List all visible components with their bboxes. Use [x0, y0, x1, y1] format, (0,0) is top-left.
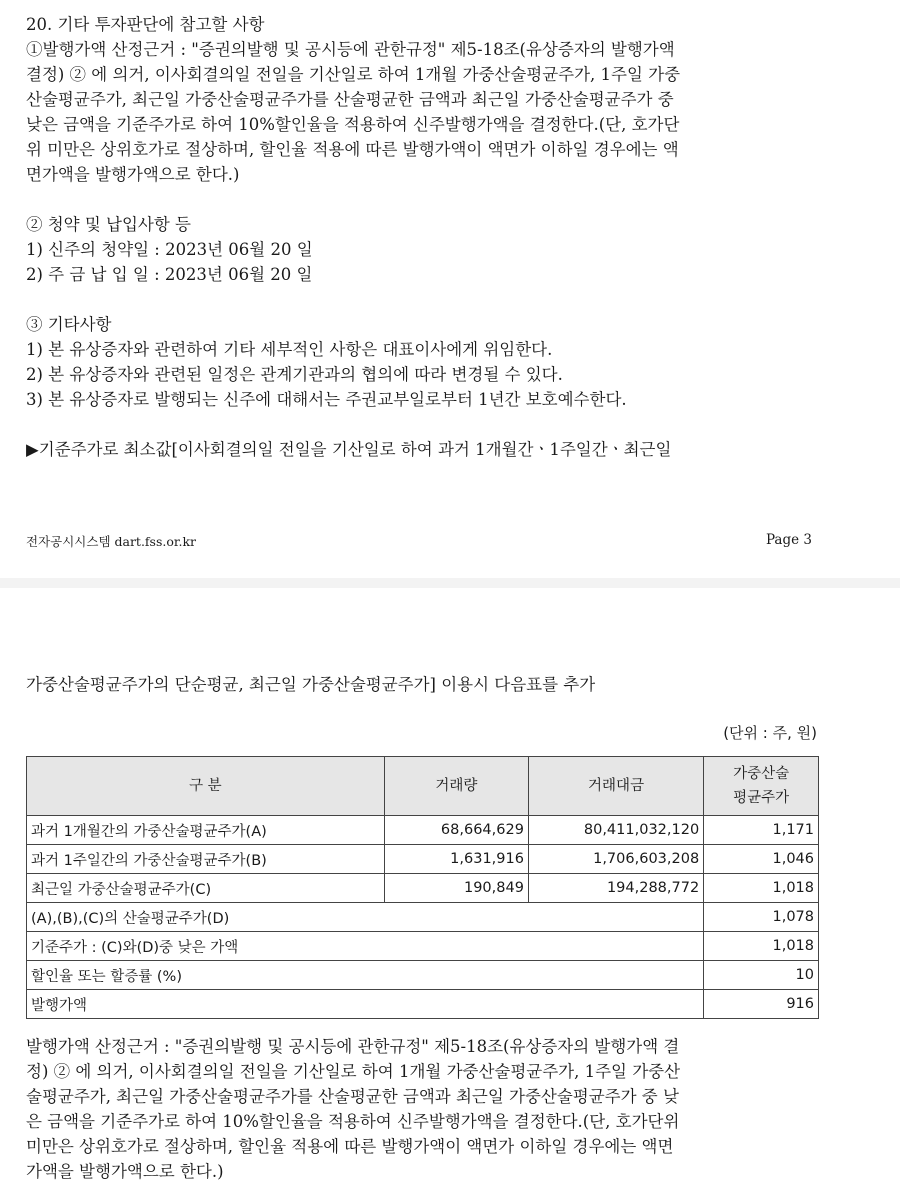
- pricing-basis-repeat: [26, 1034, 816, 1184]
- price-table: [26, 756, 819, 1019]
- summary-label: 할인율 또는 할증률 (%): [27, 961, 704, 990]
- header-avg-price: 가중산술 평균주가: [704, 757, 819, 816]
- pricing-basis-line: 면가액을 발행가액으로 한다.): [26, 165, 240, 184]
- summary-row: [27, 990, 819, 1019]
- section-title: 20. 기타 투자판단에 참고할 사항: [26, 15, 265, 34]
- other-title: ③ 기타사항: [26, 315, 112, 334]
- summary-label: (A),(B),(C)의 산술평균주가(D): [27, 903, 704, 932]
- page3-body: [26, 12, 816, 462]
- pricing-basis-line: ①발행가액 산정근거 : "증권의발행 및 공시등에 관한규정" 제5-18조(유상증자의 발행가액: [26, 40, 675, 59]
- pricing-basis-line: 가액을 발행가액으로 한다.): [26, 1162, 224, 1181]
- summary-label: 발행가액: [27, 990, 704, 1019]
- pricing-basis-line: 위 미만은 상위호가로 절상하며, 할인율 적용에 따른 발행가액이 액면가 이하일 경우에는 액: [26, 140, 679, 159]
- summary-value: 916: [704, 990, 819, 1019]
- unit-label: (단위 : 주, 원): [723, 724, 817, 742]
- row-amount: 1,706,603,208: [528, 845, 703, 874]
- pricing-basis-line: 결정) ② 에 의거, 이사회결의일 전일을 기산일로 하여 1개월 가중산술평균주가, 1주일 가중: [26, 65, 681, 84]
- other-item: 1) 본 유상증자와 관련하여 기타 세부적인 사항은 대표이사에게 위임한다.: [26, 340, 553, 359]
- page-separator: [0, 578, 900, 588]
- note-continuation: 가중산술평균주가의 단순평균, 최근일 가중산술평균주가] 이용시 다음표를 추가: [26, 675, 596, 694]
- summary-label: 기준주가 : (C)와(D)중 낮은 가액: [27, 932, 704, 961]
- note-line: ▶기준주가로 최소값[이사회결의일 전일을 기산일로 하여 과거 1개월간ㆍ1주일간ㆍ최근일: [26, 440, 672, 459]
- summary-value: 1,018: [704, 932, 819, 961]
- pricing-basis-line: 은 금액을 기준주가로 하여 10%할인율을 적용하여 신주발행가액을 결정한다.(단, 호가단위: [26, 1112, 680, 1131]
- summary-value: 10: [704, 961, 819, 990]
- table-header-row: [27, 757, 819, 816]
- footer-page-number: Page 3: [765, 532, 812, 548]
- subscription-title: ② 청약 및 납입사항 등: [26, 215, 191, 234]
- row-price: 1,046: [704, 845, 819, 874]
- document-page-4: [0, 588, 900, 1193]
- summary-row: [27, 932, 819, 961]
- summary-row: [27, 903, 819, 932]
- pricing-basis-line: 술평균주가, 최근일 가중산술평균주가를 산술평균한 금액과 최근일 가중산술평균주가 중 낮: [26, 1087, 679, 1106]
- row-amount: 80,411,032,120: [528, 816, 703, 845]
- other-item: 2) 본 유상증자와 관련된 일정은 관계기관과의 협의에 따라 변경될 수 있다.: [26, 365, 563, 384]
- row-price: 1,018: [704, 874, 819, 903]
- row-label: 과거 1주일간의 가중산술평균주가(B): [27, 845, 385, 874]
- summary-value: 1,078: [704, 903, 819, 932]
- pricing-basis-line: 발행가액 산정근거 : "증권의발행 및 공시등에 관한규정" 제5-18조(유상증자의 발행가액 결: [26, 1037, 680, 1056]
- pricing-basis-line: 정) ② 에 의거, 이사회결의일 전일을 기산일로 하여 1개월 가중산술평균주가, 1주일 가중산: [26, 1062, 681, 1081]
- row-amount: 194,288,772: [528, 874, 703, 903]
- summary-row: [27, 961, 819, 990]
- footer-site: 전자공시시스템 dart.fss.or.kr: [26, 534, 197, 549]
- row-volume: 68,664,629: [384, 816, 528, 845]
- document-page-3: [0, 0, 900, 578]
- row-label: 과거 1개월간의 가중산술평균주가(A): [27, 816, 385, 845]
- pricing-basis-line: 낮은 금액을 기준주가로 하여 10%할인율을 적용하여 신주발행가액을 결정한다.(단, 호가단: [26, 115, 680, 134]
- table-row: [27, 845, 819, 874]
- header-volume: 거래량: [384, 757, 528, 816]
- payment-date: 2) 주 금 납 입 일 : 2023년 06월 20 일: [26, 265, 313, 284]
- pricing-basis-line: 미만은 상위호가로 절상하며, 할인율 적용에 따른 발행가액이 액면가 이하일 경우에는 액면: [26, 1137, 674, 1156]
- header-amount: 거래대금: [528, 757, 703, 816]
- pricing-basis-line: 산술평균주가, 최근일 가중산술평균주가를 산술평균한 금액과 최근일 가중산술평균주가 중: [26, 90, 674, 109]
- subscription-date: 1) 신주의 청약일 : 2023년 06월 20 일: [26, 240, 313, 259]
- header-category: 구 분: [27, 757, 385, 816]
- row-label: 최근일 가중산술평균주가(C): [27, 874, 385, 903]
- table-row: [27, 874, 819, 903]
- table-row: [27, 816, 819, 845]
- row-volume: 1,631,916: [384, 845, 528, 874]
- row-price: 1,171: [704, 816, 819, 845]
- row-volume: 190,849: [384, 874, 528, 903]
- other-item: 3) 본 유상증자로 발행되는 신주에 대해서는 주권교부일로부터 1년간 보호예수한다.: [26, 390, 627, 409]
